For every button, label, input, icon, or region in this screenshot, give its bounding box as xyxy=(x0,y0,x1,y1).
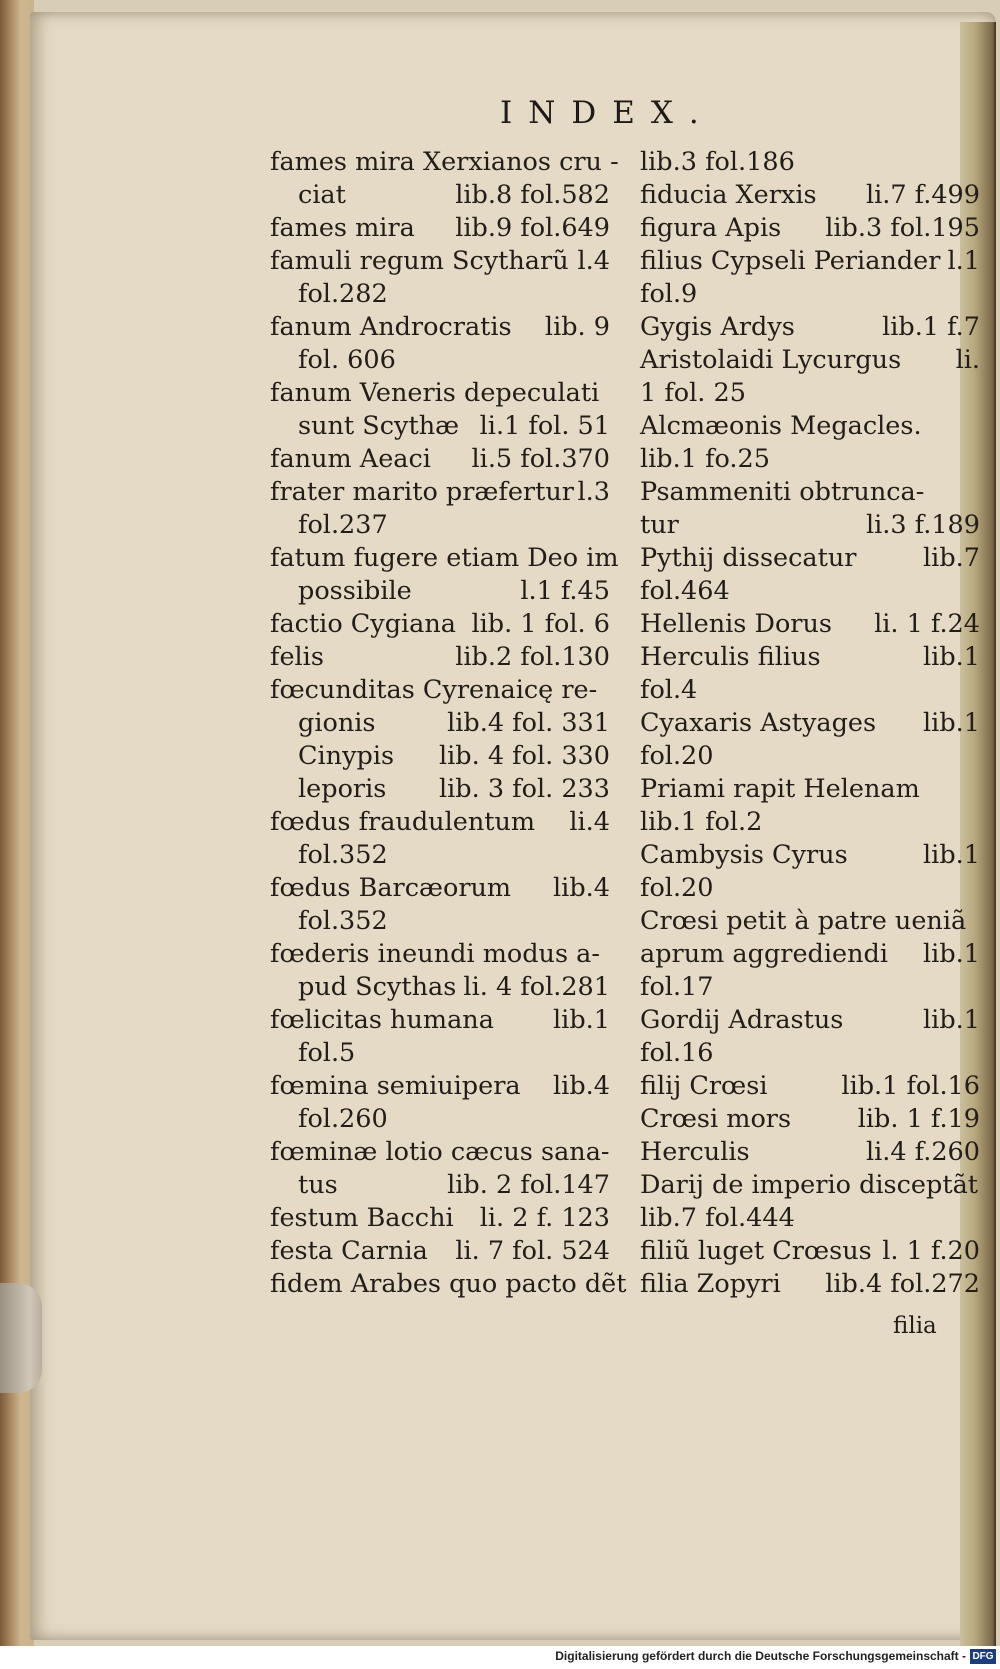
entry-text: fol.20 xyxy=(640,873,714,903)
index-entry xyxy=(270,311,610,344)
index-entry xyxy=(270,1202,610,1235)
entry-reference: lib.1 fol.16 xyxy=(841,1071,980,1101)
entry-text: gionis xyxy=(298,708,376,738)
index-entry xyxy=(640,377,980,410)
entry-reference: lib.1 xyxy=(923,840,980,870)
entry-text: felis xyxy=(270,642,324,672)
index-entry xyxy=(270,971,610,1004)
entry-text: factio Cygiana xyxy=(270,609,457,639)
index-entry xyxy=(640,542,980,575)
index-entry xyxy=(640,1202,980,1235)
entry-text: lib.1 fo.25 xyxy=(640,444,770,474)
entry-reference: lib. 4 fol. 330 xyxy=(438,741,610,771)
book-edge xyxy=(0,0,34,1669)
entry-text: fœdus fraudulentum xyxy=(270,807,536,837)
index-entry xyxy=(640,641,980,674)
index-entry xyxy=(640,1037,980,1070)
entry-reference: li. 7 fol. 524 xyxy=(455,1236,610,1266)
entry-reference: lib.1 xyxy=(923,1005,980,1035)
entry-text: Gordij Adrastus xyxy=(640,1005,844,1035)
entry-reference: lib. 2 fol.147 xyxy=(447,1170,610,1200)
entry-text: sunt Scythæ xyxy=(298,411,460,441)
index-entry xyxy=(640,608,980,641)
entry-text: lib.1 fol.2 xyxy=(640,807,763,837)
index-entry xyxy=(640,773,980,806)
entry-text: Darij de imperio disceptãt xyxy=(640,1170,979,1200)
entry-text: lib.3 fol.186 xyxy=(640,147,795,177)
index-entry xyxy=(270,1268,627,1301)
index-entry xyxy=(640,509,980,542)
entry-reference: l.4 xyxy=(577,246,610,276)
entry-text: festum Bacchi xyxy=(270,1203,454,1233)
entry-reference: lib. 9 xyxy=(544,312,610,342)
index-entry xyxy=(640,1070,980,1103)
index-entry xyxy=(640,245,980,278)
index-entry xyxy=(270,905,610,938)
entry-text: fol.17 xyxy=(640,972,714,1002)
footer-text: Digitalisierung gefördert durch die Deutsche Forschungsgemeinschaft - xyxy=(555,1649,966,1663)
entry-reference: li. 4 fol.281 xyxy=(463,972,610,1002)
entry-text: fanum Aeaci xyxy=(270,444,431,474)
entry-text: Gygis Ardys xyxy=(640,312,795,342)
index-entry xyxy=(270,278,610,311)
entry-reference: lib.4 xyxy=(553,1071,610,1101)
entry-text: Crœsi mors xyxy=(640,1104,792,1134)
index-entry xyxy=(640,872,980,905)
entry-reference: l. 1 f.20 xyxy=(882,1236,980,1266)
index-entry xyxy=(270,872,610,905)
index-entry xyxy=(270,344,610,377)
entry-reference: li.4 xyxy=(569,807,610,837)
catchword: filia xyxy=(893,1313,937,1339)
entry-text: Aristolaidi Lycurgus xyxy=(640,345,902,375)
index-entry xyxy=(640,146,980,179)
entry-text: filius Cypseli Periander xyxy=(640,246,941,276)
entry-text: Herculis filius xyxy=(640,642,821,672)
index-entry xyxy=(270,707,610,740)
entry-text: Crœsi petit à patre ueniã xyxy=(640,906,967,936)
index-entry xyxy=(270,509,610,542)
entry-text: fol. 606 xyxy=(298,345,396,375)
index-entry xyxy=(640,311,980,344)
index-entry xyxy=(270,575,610,608)
index-entry xyxy=(640,575,980,608)
entry-reference: lib.7 xyxy=(923,543,980,573)
entry-reference: lib.9 fol.649 xyxy=(455,213,610,243)
entry-reference: l.3 xyxy=(577,477,610,507)
entry-reference: lib.1 xyxy=(923,642,980,672)
entry-reference: li. 1 f.24 xyxy=(874,609,980,639)
entry-text: tus xyxy=(298,1170,338,1200)
index-entry xyxy=(270,938,610,971)
entry-text: festa Carnia xyxy=(270,1236,428,1266)
index-entry xyxy=(640,1136,980,1169)
entry-reference: li. xyxy=(955,345,980,375)
entry-text: fol.237 xyxy=(298,510,388,540)
entry-reference: lib.4 fol. 331 xyxy=(447,708,610,738)
entry-text: fanum Androcratis xyxy=(270,312,512,342)
index-column-left xyxy=(270,146,627,1301)
entry-text: fol.282 xyxy=(298,279,388,309)
index-entry xyxy=(640,212,980,245)
index-column-right xyxy=(640,146,980,1301)
index-entry xyxy=(270,179,610,212)
entry-text: fames mira xyxy=(270,213,415,243)
entry-reference: lib.1 xyxy=(923,939,980,969)
entry-text: filiũ luget Crœsus xyxy=(640,1236,872,1266)
index-entry xyxy=(270,212,610,245)
entry-text: tur xyxy=(640,510,679,540)
entry-reference: li.1 fol. 51 xyxy=(479,411,610,441)
entry-reference: lib. 3 fol. 233 xyxy=(438,774,610,804)
entry-reference: li.5 fol.370 xyxy=(471,444,610,474)
entry-reference: lib. 1 fol. 6 xyxy=(471,609,610,639)
entry-reference: lib.1 xyxy=(923,708,980,738)
index-entry xyxy=(270,1037,610,1070)
index-entry xyxy=(640,905,980,938)
entry-text: filij Crœsi xyxy=(640,1071,768,1101)
index-entry xyxy=(270,443,610,476)
entry-text: leporis xyxy=(298,774,387,804)
entry-text: fœmina semiuipera xyxy=(270,1071,521,1101)
entry-text: fœcunditas Cyrenaicę re- xyxy=(270,675,598,705)
entry-text: fol.4 xyxy=(640,675,698,705)
entry-text: famuli regum Scytharũ xyxy=(270,246,569,276)
index-entry xyxy=(640,1268,980,1301)
index-entry xyxy=(640,971,980,1004)
entry-reference: li.4 f.260 xyxy=(865,1137,980,1167)
entry-text: fol.352 xyxy=(298,840,388,870)
page-header: INDEX. xyxy=(500,95,715,131)
index-entry xyxy=(270,1136,610,1169)
index-entry xyxy=(640,839,980,872)
index-entry xyxy=(270,674,610,707)
entry-reference: li.7 f.499 xyxy=(865,180,980,210)
entry-text: fœlicitas humana xyxy=(270,1005,494,1035)
entry-text: fames mira Xerxianos cru - xyxy=(270,147,619,177)
index-entry xyxy=(640,938,980,971)
index-entry xyxy=(270,839,610,872)
index-entry xyxy=(640,740,980,773)
entry-text: lib.7 fol.444 xyxy=(640,1203,795,1233)
entry-text: fœdus Barcæorum xyxy=(270,873,512,903)
digitization-footer xyxy=(0,1646,1000,1669)
index-entry xyxy=(640,1169,980,1202)
index-entry xyxy=(640,443,980,476)
index-entry xyxy=(270,806,610,839)
index-entry xyxy=(640,674,980,707)
index-entry xyxy=(270,1169,610,1202)
entry-text: fatum fugere etiam Deo im xyxy=(270,543,619,573)
entry-text: frater marito præfertur xyxy=(270,477,574,507)
page-clip xyxy=(0,1283,42,1393)
entry-text: Hellenis Dorus xyxy=(640,609,832,639)
index-entry xyxy=(270,1103,610,1136)
entry-text: Cambysis Cyrus xyxy=(640,840,848,870)
entry-text: fol.260 xyxy=(298,1104,388,1134)
entry-text: fidem Arabes quo pacto dẽt xyxy=(270,1269,627,1299)
entry-text: figura Apis xyxy=(640,213,782,243)
index-entry xyxy=(270,1235,610,1268)
entry-reference: lib.3 fol.195 xyxy=(825,213,980,243)
entry-text: Cyaxaris Astyages xyxy=(640,708,877,738)
entry-text: fœminæ lotio cæcus sana- xyxy=(270,1137,610,1167)
index-entry xyxy=(270,608,610,641)
entry-text: Psammeniti obtrunca- xyxy=(640,477,925,507)
index-entry xyxy=(640,344,980,377)
entry-text: Cinypis xyxy=(298,741,395,771)
entry-text: fœderis ineundi modus a- xyxy=(270,939,600,969)
entry-text: Herculis xyxy=(640,1137,750,1167)
entry-text: fol.464 xyxy=(640,576,730,606)
index-entry xyxy=(270,476,610,509)
entry-reference: lib.1 f.7 xyxy=(882,312,980,342)
index-entry xyxy=(270,773,610,806)
entry-reference: l.1 xyxy=(947,246,980,276)
entry-text: Priami rapit Helenam xyxy=(640,774,920,804)
entry-text: fol.9 xyxy=(640,279,698,309)
entry-text: fanum Veneris depeculati xyxy=(270,378,600,408)
entry-reference: l.1 f.45 xyxy=(520,576,610,606)
entry-reference: lib.1 xyxy=(553,1005,610,1035)
index-entry xyxy=(270,641,610,674)
index-entry xyxy=(640,707,980,740)
entry-reference: lib. 1 f.19 xyxy=(857,1104,980,1134)
entry-reference: lib.4 xyxy=(553,873,610,903)
entry-text: filia Zopyri xyxy=(640,1269,781,1299)
entry-text: fol.5 xyxy=(298,1038,356,1068)
entry-text: ciat xyxy=(298,180,346,210)
index-entry xyxy=(640,179,980,212)
index-entry xyxy=(270,377,610,410)
entry-reference: lib.4 fol.272 xyxy=(825,1269,980,1299)
entry-text: fol.352 xyxy=(298,906,388,936)
index-entry xyxy=(270,410,610,443)
index-entry xyxy=(640,278,980,311)
index-entry xyxy=(640,1235,980,1268)
entry-text: pud Scythas xyxy=(298,972,457,1002)
index-entry xyxy=(270,1070,610,1103)
entry-reference: li.3 f.189 xyxy=(865,510,980,540)
index-entry xyxy=(270,1004,610,1037)
index-entry xyxy=(270,542,619,575)
index-entry xyxy=(270,245,610,278)
entry-text: fol.20 xyxy=(640,741,714,771)
index-entry xyxy=(640,410,980,443)
dfg-logo: DFG xyxy=(970,1649,996,1664)
entry-text: possibile xyxy=(298,576,412,606)
entry-text: fiducia Xerxis xyxy=(640,180,817,210)
entry-text: Pythij dissecatur xyxy=(640,543,857,573)
index-entry xyxy=(640,476,980,509)
index-entry xyxy=(640,806,980,839)
index-entry xyxy=(270,146,619,179)
entry-text: 1 fol. 25 xyxy=(640,378,746,408)
entry-text: Alcmæonis Megacles. xyxy=(640,411,922,441)
entry-text: aprum aggrediendi xyxy=(640,939,889,969)
entry-reference: lib.2 fol.130 xyxy=(455,642,610,672)
entry-reference: lib.8 fol.582 xyxy=(455,180,610,210)
index-entry xyxy=(640,1103,980,1136)
index-entry xyxy=(270,740,610,773)
entry-reference: li. 2 f. 123 xyxy=(479,1203,610,1233)
entry-text: fol.16 xyxy=(640,1038,714,1068)
index-entry xyxy=(640,1004,980,1037)
